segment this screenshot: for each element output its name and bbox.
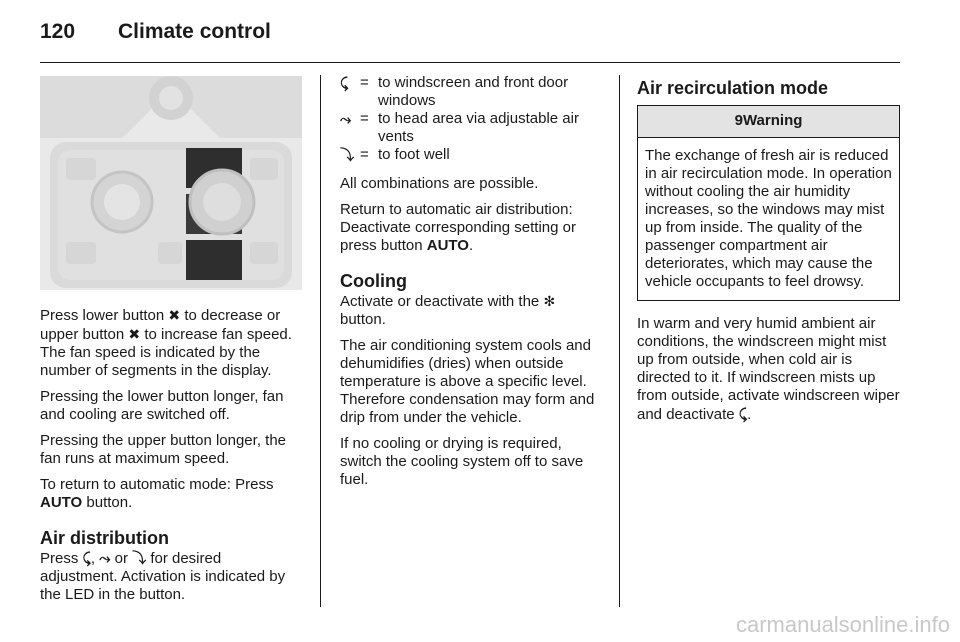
air-recirculation-heading: Air recirculation mode	[637, 78, 829, 98]
auto-label: AUTO	[426, 237, 469, 254]
windscreen-air-icon: ⤹	[82, 550, 91, 566]
fan-icon: ✖	[128, 326, 141, 342]
page-header	[40, 18, 900, 58]
cooling-paragraph: Activate or deactivate with the ✻ button.	[340, 293, 556, 328]
header-divider	[40, 62, 900, 63]
fuel-paragraph: If no cooling or drying is required, switch the cooling system off to save fuel.	[340, 435, 584, 488]
table-row: ⤵ = to foot well	[340, 146, 450, 163]
ac-paragraph: The air conditioning system cools and dehumidifies (dries) when outside temperature is above a specific level. Therefore condensation may form and drip from under the vehicle.	[340, 337, 595, 426]
page-number: 120	[40, 20, 76, 43]
warning-body: The exchange of fresh air is reduced in air recirculation mode. In operation without cooling the air humidity increases, so the windows may mist up from inside. The quality of the passenger compartment air deteriorates, which may cause the vehicle occupants to feel drowsy.	[645, 147, 892, 290]
warning-box	[637, 105, 900, 301]
combinations-paragraph: All combinations are possible.	[340, 175, 539, 192]
head-vent-air-icon: ⤳	[99, 550, 111, 566]
air-distribution-paragraph: Press ⤹, ⤳ or ⤵ for desired adjustment. Activation is indicated by the LED in the button.	[40, 550, 286, 603]
fan-off-paragraph: Pressing the lower button longer, fan and cooling are switched off.	[40, 388, 284, 423]
warning-title: Warning	[742, 112, 803, 129]
page-title: Climate control	[118, 20, 271, 43]
column-3	[637, 74, 900, 432]
windscreen-air-icon: ⤹	[340, 75, 349, 91]
fan-max-paragraph: Pressing the upper button longer, the fan runs at maximum speed.	[40, 432, 287, 467]
air-distribution-table	[340, 74, 602, 165]
snowflake-icon: ✻	[543, 293, 556, 309]
table-row: ⤹ = to windscreen and front door windows	[340, 74, 569, 109]
windscreen-air-icon: ⤹	[738, 406, 748, 422]
warning-header	[638, 106, 899, 138]
auto-mode-paragraph: To return to automatic mode: Press AUTO button.	[40, 476, 274, 511]
fan-icon: ✖	[168, 307, 181, 323]
climate-control-panel-photo	[40, 76, 302, 290]
column-2	[340, 74, 602, 497]
foot-well-air-icon: ⤵	[132, 550, 147, 566]
cooling-heading: Cooling	[340, 271, 407, 291]
column-divider-1	[320, 75, 321, 607]
fan-speed-paragraph: Press lower button ✖ to decrease or upper button ✖ to increase fan speed. The fan speed is indicated by the number of segments in the display.	[40, 307, 292, 379]
windscreen-mist-paragraph: In warm and very humid ambient air conditions, the windscreen might mist up from outside, when cold air is directed to it. If windscreen mists up from outside, activate windscreen wiper and deactivate ⤹.	[637, 315, 900, 423]
column-divider-2	[619, 75, 620, 607]
column-1	[40, 74, 302, 612]
auto-label: AUTO	[40, 494, 83, 511]
foot-well-air-icon: ⤵	[340, 147, 354, 163]
air-distribution-heading: Air distribution	[40, 528, 169, 548]
warning-symbol-icon: 9	[734, 112, 743, 129]
watermark: carmanualsonline.info	[735, 612, 950, 637]
return-auto-paragraph: Return to automatic air distribution: Deactivate corresponding setting or press button AUTO.	[340, 201, 576, 254]
head-vent-air-icon: ⤳	[340, 111, 352, 127]
table-row: ⤳ = to head area via adjustable air vents	[340, 110, 579, 145]
